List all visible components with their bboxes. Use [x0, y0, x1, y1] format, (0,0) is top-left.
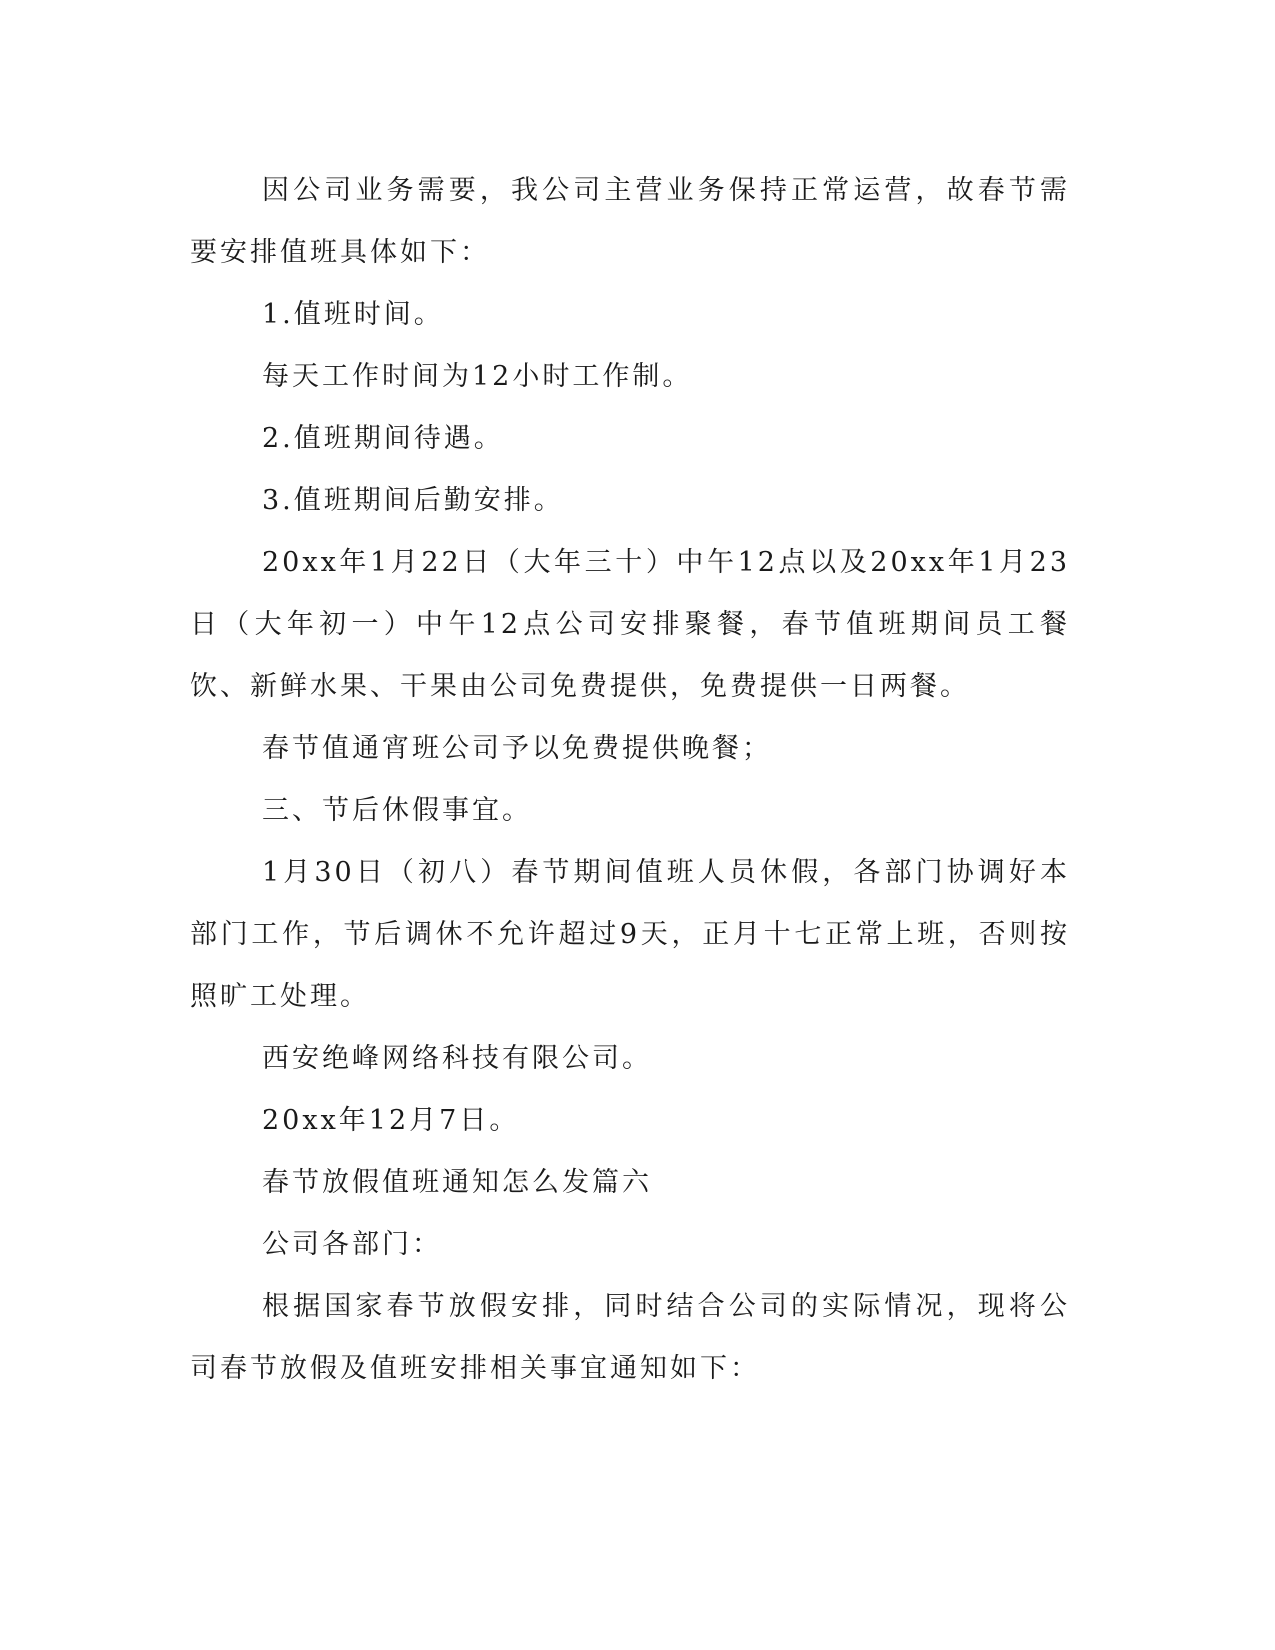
paragraph-section-title: 春节放假值班通知怎么发篇六 — [262, 1167, 652, 1198]
paragraph-post-holiday-heading: 三、节后休假事宜。 — [262, 795, 532, 826]
paragraph-notice-intro: 根据国家春节放假安排，同时结合公司的实际情况，现将公司春节放假及值班安排相关事宜通知如下： — [190, 1291, 1070, 1384]
paragraph-benefits-heading: 2.值班期间待遇。 — [262, 423, 504, 454]
document-body — [190, 160, 1070, 1400]
paragraph-meal-arrangement: 20xx年1月22日（大年三十）中午12点以及20xx年1月23日（大年初一）中午12点公司安排聚餐，春节值班期间员工餐饮、新鲜水果、干果由公司免费提供，免费提供一日两餐。 — [190, 547, 1070, 702]
paragraph-company-name: 西安绝峰网络科技有限公司。 — [262, 1043, 652, 1074]
paragraph-date: 20xx年12月7日。 — [262, 1105, 520, 1136]
paragraph-duty-time-heading: 1.值班时间。 — [262, 299, 444, 330]
paragraph-logistics-heading: 3.值班期间后勤安排。 — [262, 485, 564, 516]
paragraph-leave-rules: 1月30日（初八）春节期间值班人员休假，各部门协调好本部门工作，节后调休不允许超过9天，正月十七正常上班，否则按照旷工处理。 — [190, 857, 1070, 1012]
paragraph-salutation: 公司各部门： — [262, 1229, 442, 1260]
paragraph-overnight-dinner: 春节值通宵班公司予以免费提供晚餐； — [262, 733, 772, 764]
paragraph-working-hours: 每天工作时间为12小时工作制。 — [262, 361, 693, 392]
paragraph-intro: 因公司业务需要，我公司主营业务保持正常运营，故春节需要安排值班具体如下： — [190, 175, 1070, 268]
